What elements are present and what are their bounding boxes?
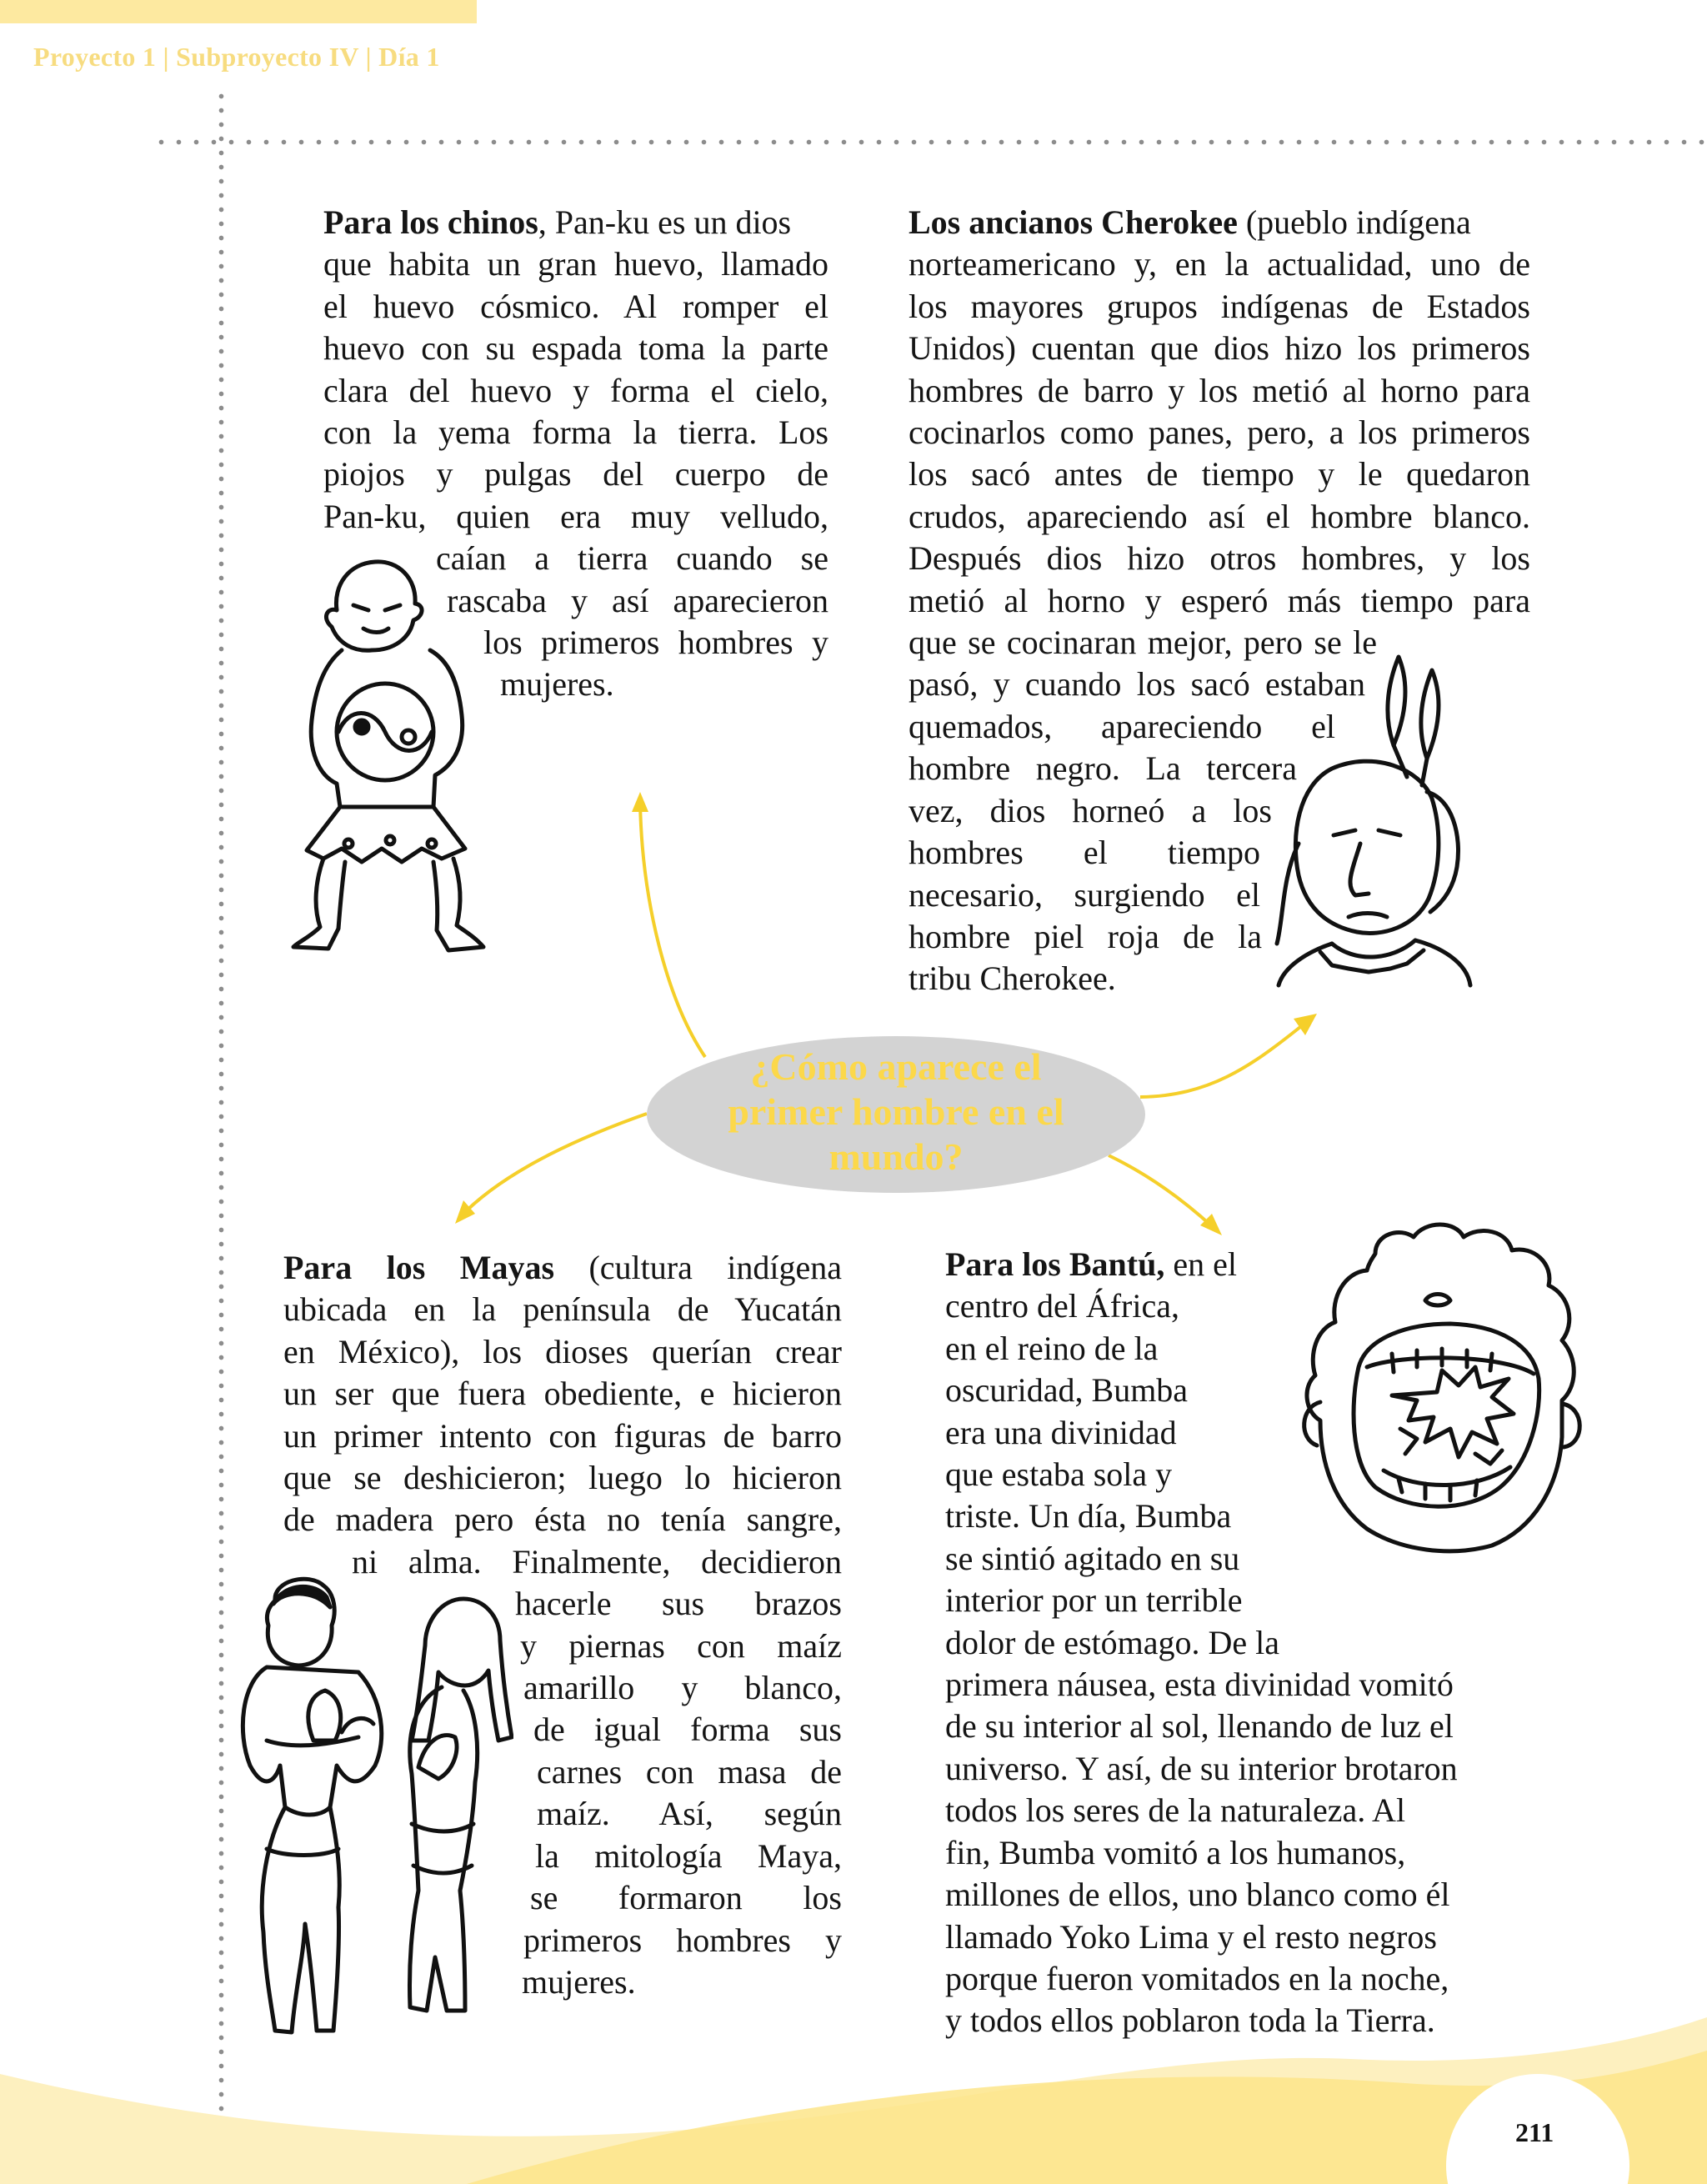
center-question xyxy=(647,1044,1145,1180)
cherokee-line: quemados, apareciendo el xyxy=(909,707,1335,745)
center-question-line: mundo? xyxy=(828,1135,964,1178)
mayas-line: un ser que fuera obediente, e hicieron xyxy=(283,1375,842,1413)
bantu-line: de su interior al sol, llenando de luz el xyxy=(945,1707,1454,1746)
bantu-lead: Para los Bantú, xyxy=(945,1245,1165,1283)
bantu-line: se sintió agitado en su xyxy=(945,1539,1240,1577)
chinos-line: clara del huevo y forma el cielo, xyxy=(323,371,828,409)
bantu-line: millones de ellos, uno blanco como él xyxy=(945,1876,1450,1914)
cherokee-line: vez, dios horneó a los xyxy=(909,791,1272,829)
page-number: 211 xyxy=(1515,2117,1554,2147)
chinos-line: , Pan-ku es un dios xyxy=(538,203,792,241)
mayas-line: carnes con masa de xyxy=(537,1752,842,1791)
chinos-lead: Para los chinos xyxy=(323,203,538,241)
cherokee-line: metió al horno y esperó más tiempo para xyxy=(909,581,1530,619)
mayas-line: ni alma. Finalmente, decidieron xyxy=(352,1542,842,1580)
cherokee-line: hombre piel roja de la xyxy=(909,917,1262,955)
bantu-line: todos los seres de la naturaleza. Al xyxy=(945,1791,1406,1830)
chinos-line: rascaba y así aparecieron xyxy=(447,581,828,619)
bantu-line: triste. Un día, Bumba xyxy=(945,1497,1232,1535)
bantu-line: que estaba sola y xyxy=(945,1455,1173,1494)
cherokee-line: hombres de barro y los metió al horno para xyxy=(909,371,1530,409)
cherokee-line: hombre negro. La tercera xyxy=(909,749,1297,788)
mayas-line: se formaron los xyxy=(530,1879,842,1917)
mayas-line: (cultura indígena xyxy=(554,1249,843,1286)
bantu-line: en el xyxy=(1164,1245,1237,1283)
mayas-line: hacerle sus brazos xyxy=(515,1585,842,1623)
chinos-line: el huevo cósmico. Al romper el xyxy=(323,287,828,325)
bantu-line: porque fueron vomitados en la noche, xyxy=(945,1959,1449,1997)
bantu-line: dolor de estómago. De la xyxy=(945,1623,1279,1661)
cherokee-line: (pueblo indígena xyxy=(1237,203,1471,241)
cherokee-line: cocinarlos como panes, pero, a los primeros xyxy=(909,413,1530,452)
chinos-line: huevo con su espada toma la parte xyxy=(323,329,828,368)
cherokee-text xyxy=(909,202,1530,1000)
chinos-line: con la yema forma la tierra. Los xyxy=(323,413,828,452)
cherokee-line: norteamericano y, en la actualidad, uno de xyxy=(909,245,1530,283)
bantu-line: centro del África, xyxy=(945,1287,1179,1325)
mayas-line: un primer intento con figuras de barro xyxy=(283,1416,842,1455)
mayas-line: la mitología Maya, xyxy=(535,1836,842,1875)
bantu-line: fin, Bumba vomitó a los humanos, xyxy=(945,1833,1406,1871)
mayas-line: de igual forma sus xyxy=(533,1711,842,1749)
cherokee-line: tribu Cherokee. xyxy=(909,959,1116,998)
bantu-line: universo. Y así, de su interior brotaron xyxy=(945,1749,1458,1787)
cherokee-line: Después dios hizo otros hombres, y los xyxy=(909,539,1530,578)
cherokee-line: necesario, surgiendo el xyxy=(909,875,1260,914)
bantu-line: interior por un terrible xyxy=(945,1581,1243,1620)
center-question-line: ¿Cómo aparece el xyxy=(750,1045,1042,1088)
bantu-line: primera náusea, esta divinidad vomitó xyxy=(945,1666,1454,1704)
mayas-line: de madera pero ésta no tenía sangre, xyxy=(283,1500,842,1539)
cherokee-lead: Los ancianos Cherokee xyxy=(909,203,1238,241)
chinos-line: mujeres. xyxy=(500,665,614,704)
mayas-text xyxy=(283,1247,842,2003)
bantu-line: llamado Yoko Lima y el resto negros xyxy=(945,1917,1437,1956)
mayas-line: maíz. Así, según xyxy=(537,1795,842,1833)
chinos-line: piojos y pulgas del cuerpo de xyxy=(323,455,828,493)
chinos-line: caían a tierra cuando se xyxy=(436,539,828,578)
cherokee-line: Unidos) cuentan que dios hizo los primeros xyxy=(909,329,1530,368)
page-header: Proyecto 1 | Subproyecto IV | Día 1 xyxy=(33,42,440,72)
mayas-line: y piernas con maíz xyxy=(520,1626,842,1665)
mayas-line: ubicada en la península de Yucatán xyxy=(283,1290,842,1329)
chinos-line: Pan-ku, quien era muy velludo, xyxy=(323,497,828,535)
cherokee-line: que se cocinaran mejor, pero se le xyxy=(909,624,1377,662)
center-question-line: primer hombre en el xyxy=(728,1090,1064,1133)
mayas-line: que se deshicieron; luego lo hicieron xyxy=(283,1459,842,1497)
bantu-line: oscuridad, Bumba xyxy=(945,1371,1189,1410)
bantu-line: era una divinidad xyxy=(945,1413,1177,1451)
chinos-line: que habita un gran huevo, llamado xyxy=(323,245,828,283)
bantu-line: en el reino de la xyxy=(945,1329,1159,1367)
cherokee-line: crudos, apareciendo así el hombre blanco. xyxy=(909,497,1530,535)
bantu-text xyxy=(945,1244,1529,2042)
bantu-line: y todos ellos poblaron toda la Tierra. xyxy=(945,2001,1435,2040)
mayas-line: amarillo y blanco, xyxy=(523,1669,842,1707)
cherokee-line: pasó, y cuando los sacó estaban xyxy=(909,665,1365,704)
cherokee-line: los mayores grupos indígenas de Estados xyxy=(909,287,1530,325)
mayas-line: en México), los dioses querían crear xyxy=(283,1332,842,1370)
chinos-line: los primeros hombres y xyxy=(483,624,828,662)
cherokee-line: los sacó antes de tiempo y le quedaron xyxy=(909,455,1530,493)
chinos-text xyxy=(323,202,828,706)
cherokee-line: hombres el tiempo xyxy=(909,834,1260,872)
mayas-line: mujeres. xyxy=(522,1962,636,2001)
mayas-line: primeros hombres y xyxy=(523,1921,842,1959)
mayas-lead: Para los Mayas xyxy=(283,1249,555,1286)
